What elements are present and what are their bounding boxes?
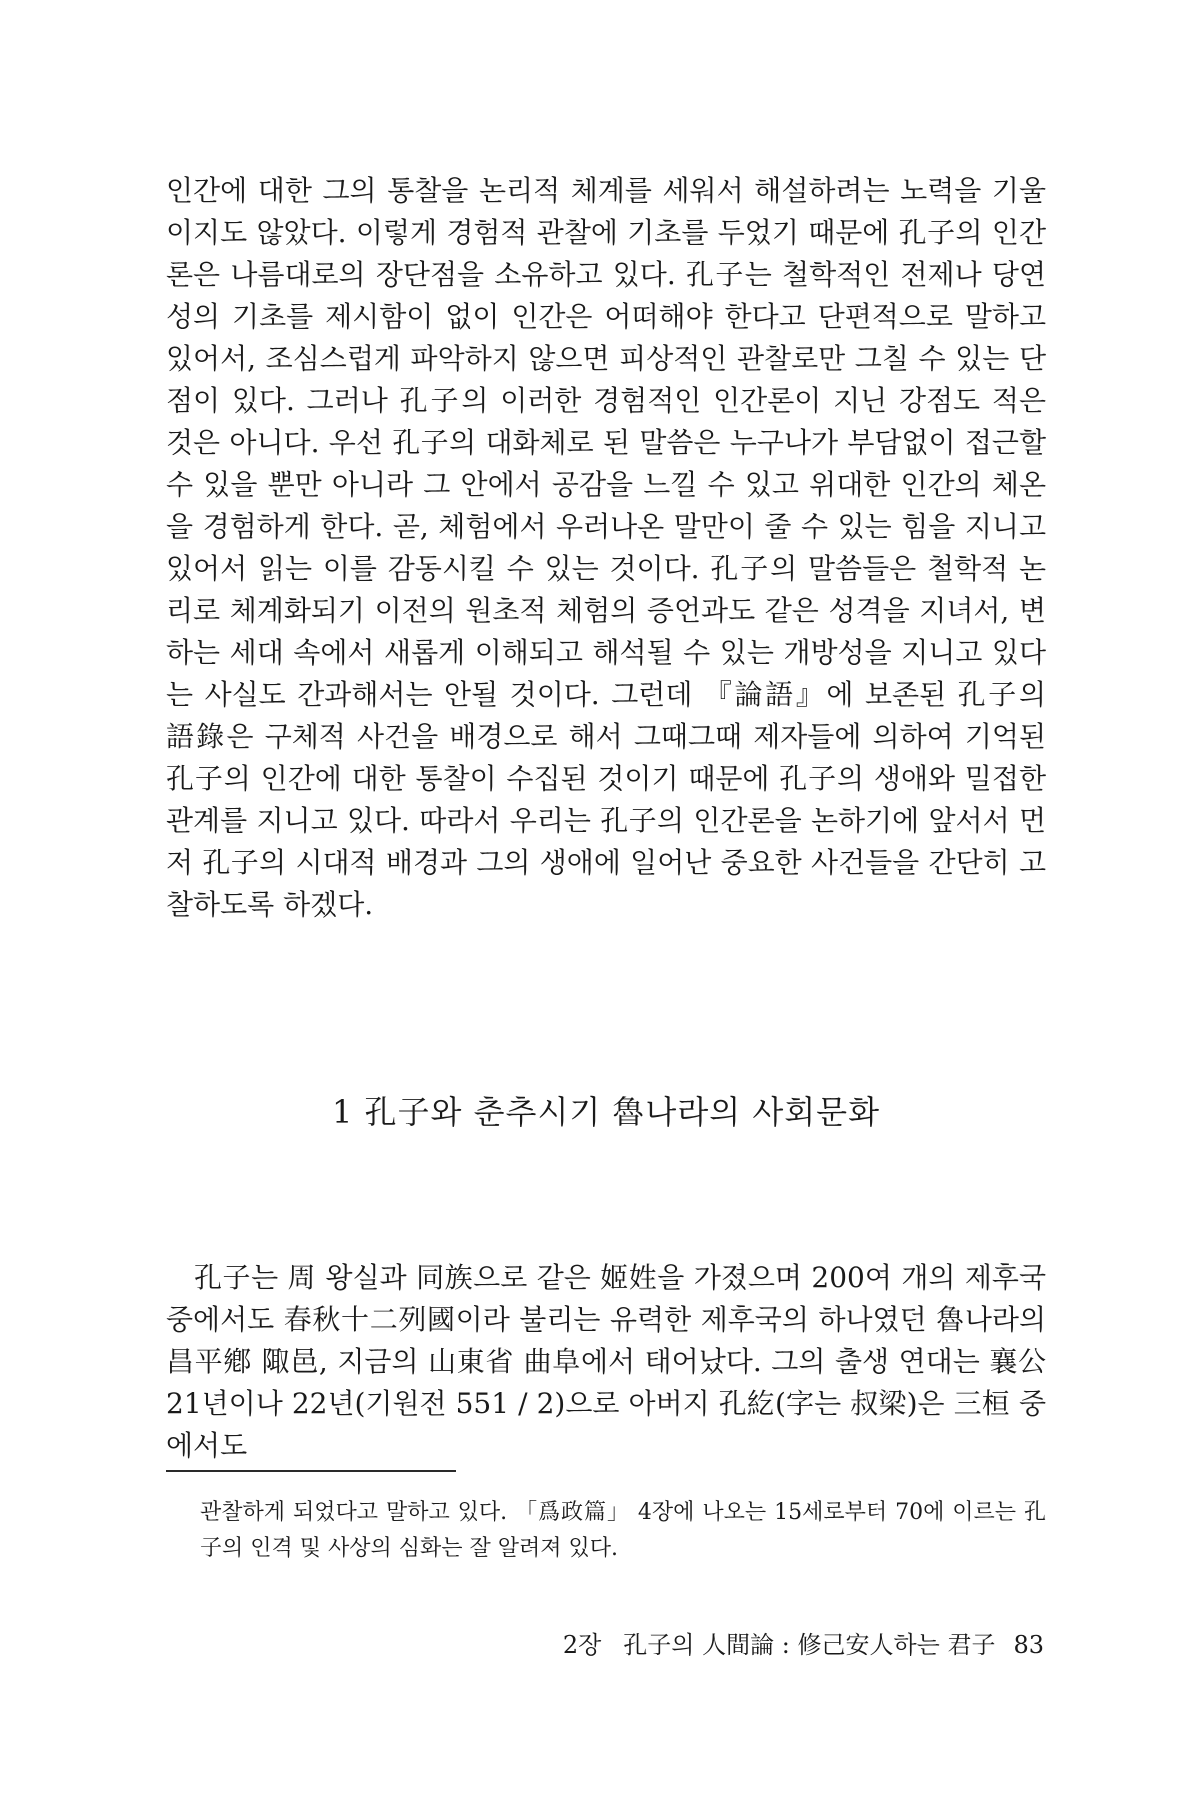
footer-title: 孔子의 人間論 : 修己安人하는 君子 (623, 1631, 996, 1659)
footnote-divider (166, 1470, 456, 1472)
footer-chapter: 2장 (562, 1631, 602, 1659)
body-paragraph-2: 孔子는 周 왕실과 同族으로 같은 姬姓을 가졌으며 200여 개의 제후국 중에서도 春秋十二列國이라 불리는 유력한 제후국의 하나였던 魯나라의 昌平鄕 陬邑, 지금의 山東省 曲阜에서 태어났다. 그의 출생 연대는 襄公 21년이나 22년(기원전 551 / 2)으로 아버지 孔紇(字는 叔梁)은 三桓 중에서도 (166, 1261, 1046, 1462)
running-footer (563, 1628, 1044, 1662)
footnote: 관찰하게 되었다고 말하고 있다. 「爲政篇」 4장에 나오는 15세로부터 70에 이르는 孔子의 인격 및 사상의 심화는 잘 알려져 있다. (200, 1500, 1046, 1561)
page-number: 83 (1013, 1631, 1044, 1659)
section-heading: 1 孔子와 춘추시기 魯나라의 사회문화 (332, 1093, 880, 1131)
body-paragraph-1: 인간에 대한 그의 통찰을 논리적 체계를 세워서 해설하려는 노력을 기울이지도 않았다. 이렇게 경험적 관찰에 기초를 두었기 때문에 孔子의 인간론은 나름대로의 장단점을 소유하고 있다. 孔子는 철학적인 전제나 당연성의 기초를 제시함이 없이 인간은 어떠해야 한다고 단편적으로 말하고 있어서, 조심스럽게 파악하지 않으면 피상적인 관찰로만 그칠 수 있는 단점이 있다. 그러나 孔子의 이러한 경험적인 인간론이 지닌 강점도 적은 것은 아니다. 우선 孔子의 대화체로 된 말씀은 누구나가 부담없이 접근할 수 있을 뿐만 아니라 그 안에서 공감을 느낄 수 있고 위대한 인간의 체온을 경험하게 한다. 곧, 체험에서 우러나온 말만이 줄 수 있는 힘을 지니고 있어서 읽는 이를 감동시킬 수 있는 것이다. 孔子의 말씀들은 철학적 논리로 체계화되기 이전의 원초적 체험의 증언과도 같은 성격을 지녀서, 변하는 세대 속에서 새롭게 이해되고 해석될 수 있는 개방성을 지니고 있다는 사실도 간과해서는 안될 것이다. 그런데 『論語』에 보존된 孔子의 語錄은 구체적 사건을 배경으로 해서 그때그때 제자들에 의하여 기억된 孔子의 인간에 대한 통찰이 수집된 것이기 때문에 孔子의 생애와 밀접한 관계를 지니고 있다. 따라서 우리는 孔子의 인간론을 논하기에 앞서서 먼저 孔子의 시대적 배경과 그의 생애에 일어난 중요한 사건들을 간단히 고찰하도록 하겠다. (166, 174, 1046, 921)
